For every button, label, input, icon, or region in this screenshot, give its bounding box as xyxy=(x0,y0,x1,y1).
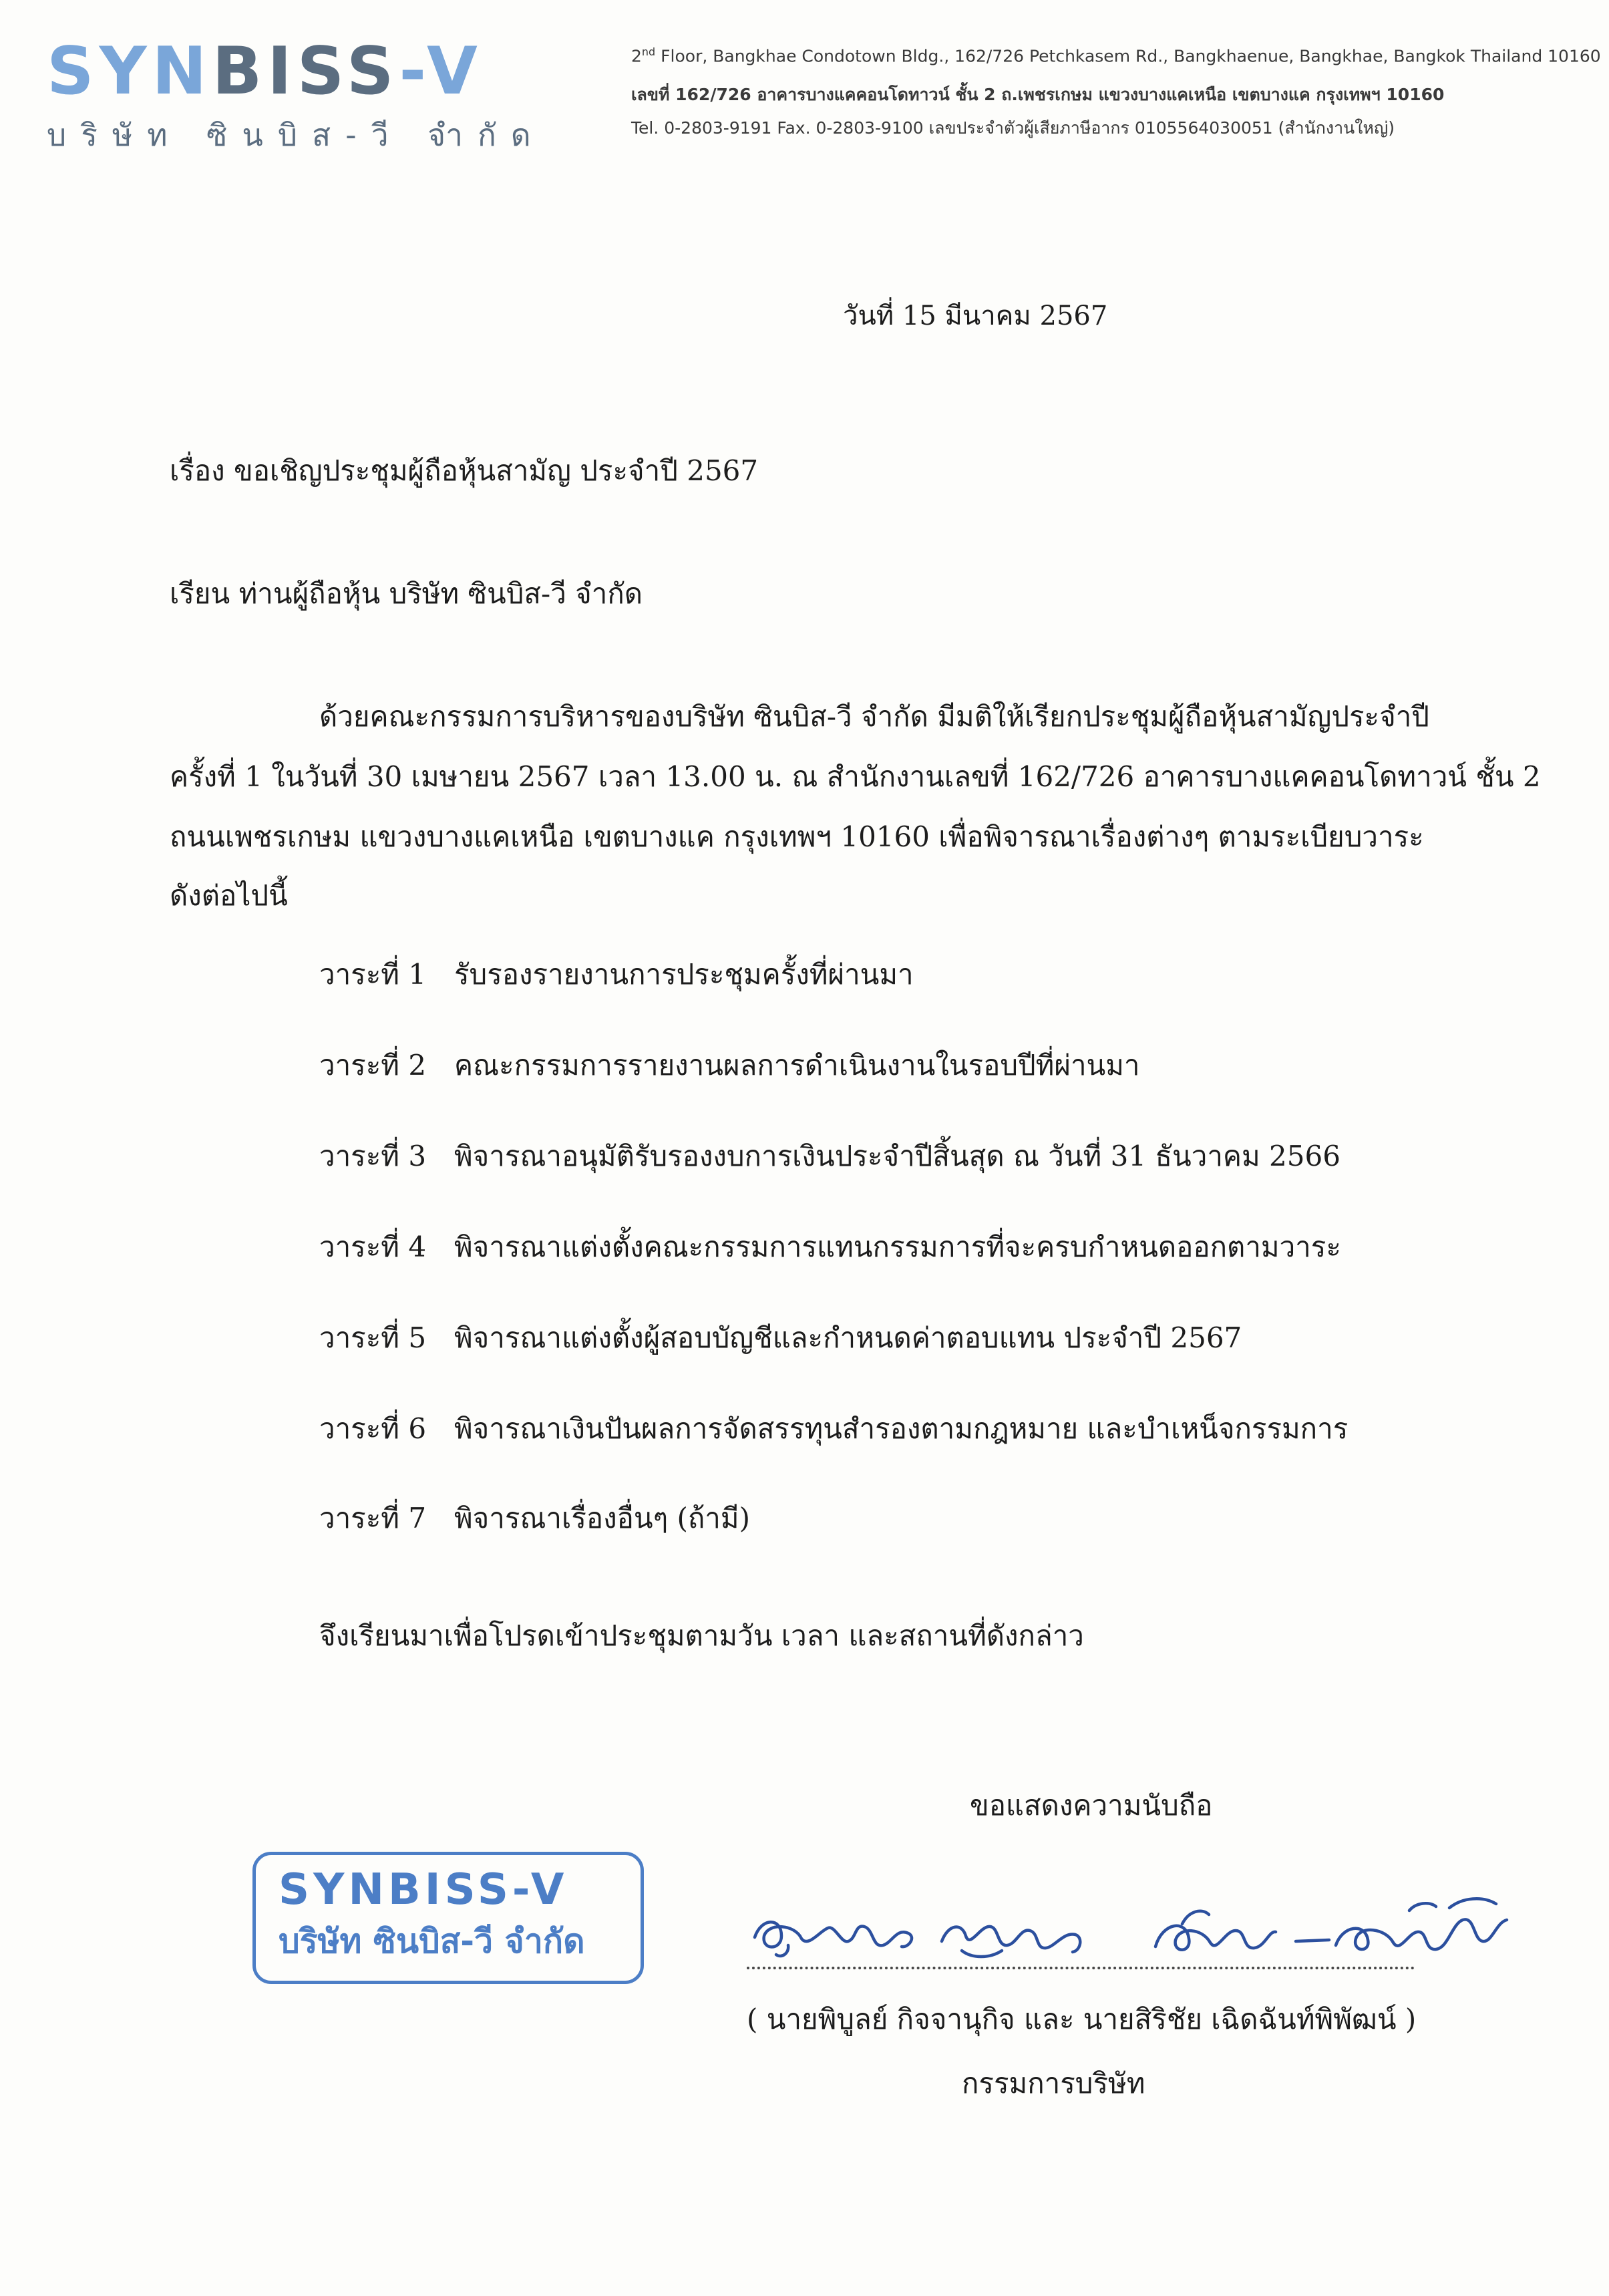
stamp-th: บริษัท ซินบิส-วี จำกัด xyxy=(279,1922,585,1961)
address-en-rest: Floor, Bangkhae Condotown Bldg., 162/726 Petchkasem Rd., Bangkhaenue, Bangkhae, Bangkok Thailand 10160 xyxy=(655,46,1601,66)
stamp-en: SYNBISS-V xyxy=(279,1865,568,1915)
letter-date: วันที่ 15 มีนาคม 2567 xyxy=(843,301,1108,331)
body-line-1: ด้วยคณะกรรมการบริหารของบริษัท ซินบิส-วี จำกัด มีมติให้เรียกประชุมผู้ถือหุ้นสามัญประจำปี xyxy=(319,700,1429,733)
body-line-3: ถนนเพชรเกษม แขวงบางแคเหนือ เขตบางแค กรุงเทพฯ 10160 เพื่อพิจารณาเรื่องต่างๆ ตามระเบียบวาระ xyxy=(170,820,1424,853)
closing-line: จึงเรียนมาเพื่อโปรดเข้าประชุมตามวัน เวลา และสถานที่ดังกล่าว xyxy=(319,1619,1084,1652)
agenda-text: รับรองรายงานการประชุมครั้งที่ผ่านมา xyxy=(454,958,914,991)
signature-image xyxy=(741,1884,1530,1971)
body-line-4: ดังต่อไปนี้ xyxy=(170,879,288,912)
company-logo-th: บริษัท ซินบิส-วี จำกัด xyxy=(47,117,546,153)
signatory-names: ( นายพิบูลย์ กิจจานุกิจ และ นายสิริชัย เฉิดฉันท์พิพัฒน์ ) xyxy=(747,2003,1417,2035)
logo-biss: BISS xyxy=(212,33,399,110)
company-stamp xyxy=(252,1852,644,1984)
letter-subject: เรื่อง ขอเชิญประชุมผู้ถือหุ้นสามัญ ประจำปี 2567 xyxy=(170,454,759,487)
agenda-number: วาระที่ 6 xyxy=(319,1412,427,1445)
logo-v: -V xyxy=(399,33,483,110)
agenda-text: พิจารณาเงินปันผลการจัดสรรทุนสำรองตามกฎหมาย และบำเหน็จกรรมการ xyxy=(454,1412,1349,1445)
agenda-number: วาระที่ 2 xyxy=(319,1049,427,1082)
agenda-text: พิจารณาเรื่องอื่นๆ (ถ้ามี) xyxy=(454,1502,750,1534)
agenda-number: วาระที่ 4 xyxy=(319,1231,427,1263)
address-floor-suffix: nd xyxy=(641,45,656,58)
agenda-text: คณะกรรมการรายงานผลการดำเนินงานในรอบปีที่ผ่านมา xyxy=(454,1049,1140,1082)
signatory-title: กรรมการบริษัท xyxy=(962,2067,1145,2100)
contact-line: Tel. 0-2803-9191 Fax. 0-2803-9100 เลขประจำตัวผู้เสียภาษีอากร 0105564030051 (สำนักงานใหญ่) xyxy=(631,118,1395,138)
regards: ขอแสดงความนับถือ xyxy=(970,1789,1213,1822)
address-line-th: เลขที่ 162/726 อาคารบางแคคอนโดทาวน์ ชั้น 2 ถ.เพชรเกษม แขวงบางแคเหนือ เขตบางแค กรุงเทพฯ 10160 xyxy=(631,85,1445,104)
body-line-2: ครั้งที่ 1 ในวันที่ 30 เมษายน 2567 เวลา 13.00 น. ณ สำนักงานเลขที่ 162/726 อาคารบางแคคอนโดทาวน์ ชั้น 2 xyxy=(170,760,1541,793)
agenda-text: พิจารณาแต่งตั้งคณะกรรมการแทนกรรมการที่จะครบกำหนดออกตามวาระ xyxy=(454,1231,1341,1263)
signature-dotted-line xyxy=(747,1967,1415,1969)
agenda-text: พิจารณาอนุมัติรับรองงบการเงินประจำปีสิ้นสุด ณ วันที่ 31 ธันวาคม 2566 xyxy=(454,1140,1340,1172)
agenda-text: พิจารณาแต่งตั้งผู้สอบบัญชีและกำหนดค่าตอบแทน ประจำปี 2567 xyxy=(454,1321,1242,1354)
letter-recipient: เรียน ท่านผู้ถือหุ้น บริษัท ซินบิส-วี จำกัด xyxy=(170,577,643,610)
agenda-number: วาระที่ 3 xyxy=(319,1140,427,1172)
agenda-number: วาระที่ 1 xyxy=(319,958,427,991)
agenda-number: วาระที่ 5 xyxy=(319,1321,427,1354)
logo-syn: SYN xyxy=(47,33,212,110)
address-line-en xyxy=(631,45,1601,65)
company-logo-en xyxy=(47,33,483,110)
agenda-number: วาระที่ 7 xyxy=(319,1502,427,1534)
address-floor-number: 2 xyxy=(631,46,642,66)
